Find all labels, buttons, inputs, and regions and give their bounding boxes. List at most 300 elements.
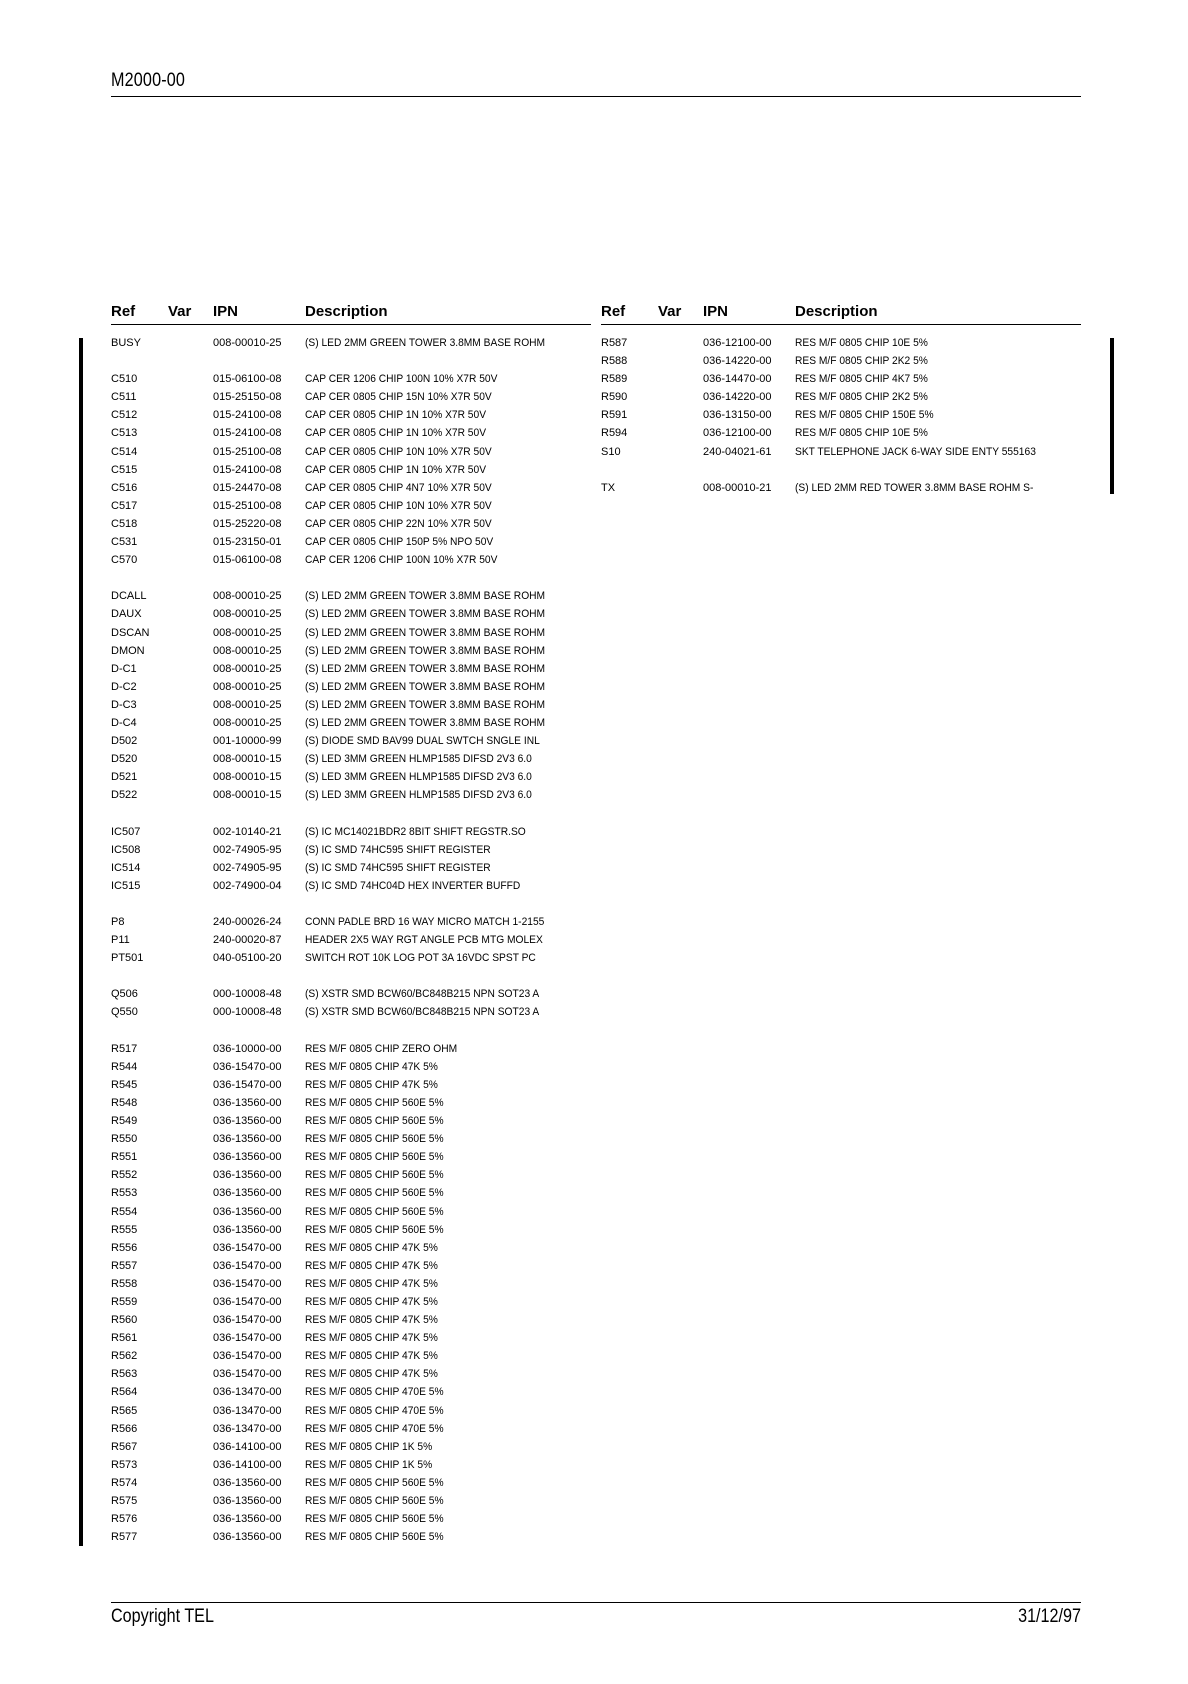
part-ipn: 015-23150-01 xyxy=(213,536,282,549)
part-description: SKT TELEPHONE JACK 6-WAY SIDE ENTY 555163 xyxy=(795,445,1036,458)
part-description: SWITCH ROT 10K LOG POT 3A 16VDC SPST PC xyxy=(305,952,536,965)
part-description: RES M/F 0805 CHIP 560E 5% xyxy=(305,1169,444,1182)
table-row xyxy=(601,352,1081,370)
part-ref: R562 xyxy=(111,1350,138,1363)
part-description: CAP CER 0805 CHIP 22N 10% X7R 50V xyxy=(305,517,492,530)
part-ipn: 036-15470-00 xyxy=(213,1314,282,1327)
part-ipn: 036-10000-00 xyxy=(213,1042,282,1055)
table-row xyxy=(111,1076,591,1094)
part-ref: C512 xyxy=(111,409,138,422)
part-ipn: 036-14470-00 xyxy=(703,373,772,386)
table-row xyxy=(111,642,591,660)
part-ipn: 000-10008-48 xyxy=(213,988,282,1001)
part-description: CAP CER 0805 CHIP 4N7 10% X7R 50V xyxy=(305,481,492,494)
part-description: RES M/F 0805 CHIP 560E 5% xyxy=(305,1531,444,1544)
part-description: (S) LED 2MM GREEN TOWER 3.8MM BASE ROHM xyxy=(305,590,546,603)
table-row xyxy=(111,823,591,841)
part-ipn: 036-13560-00 xyxy=(213,1495,282,1507)
table-row xyxy=(111,1456,591,1474)
part-ipn: 002-74905-95 xyxy=(213,861,282,874)
part-ref: D520 xyxy=(111,753,138,766)
part-ref: R567 xyxy=(111,1440,138,1453)
part-ipn: 240-00020-87 xyxy=(213,934,282,947)
header-ref: Ref xyxy=(111,303,136,320)
part-ref: R548 xyxy=(111,1096,138,1109)
part-ref: R574 xyxy=(111,1476,138,1489)
part-description: RES M/F 0805 CHIP 10E 5% xyxy=(795,337,928,349)
table-row xyxy=(111,1239,591,1257)
part-description: CAP CER 0805 CHIP 1N 10% X7R 50V xyxy=(305,409,487,422)
part-description: (S) XSTR SMD BCW60/BC848B215 NPN SOT23 A xyxy=(305,1006,540,1019)
part-ipn: 036-15470-00 xyxy=(213,1060,282,1073)
part-ref: D521 xyxy=(111,771,138,784)
table-row xyxy=(111,1528,591,1546)
table-row xyxy=(111,660,591,678)
part-ipn: 008-00010-25 xyxy=(213,662,282,675)
part-ipn: 015-24100-08 xyxy=(213,427,282,440)
part-ref: DMON xyxy=(111,644,145,657)
part-description: RES M/F 0805 CHIP 47K 5% xyxy=(305,1295,438,1308)
part-description: RES M/F 0805 CHIP 470E 5% xyxy=(305,1422,444,1435)
part-description: (S) LED 2MM GREEN TOWER 3.8MM BASE ROHM xyxy=(305,698,546,711)
table-row xyxy=(111,533,591,551)
part-ipn: 036-13560-00 xyxy=(213,1133,282,1146)
table-row xyxy=(601,443,1081,461)
part-description: CONN PADLE BRD 16 WAY MICRO MATCH 1-2155 xyxy=(305,916,545,928)
part-ref: R558 xyxy=(111,1277,138,1290)
part-description: (S) LED 2MM GREEN TOWER 3.8MM BASE ROHM xyxy=(305,608,546,621)
part-ipn: 008-00010-25 xyxy=(213,716,282,729)
row-spacer xyxy=(111,967,591,985)
part-ipn: 008-00010-15 xyxy=(213,771,282,784)
part-ref: R588 xyxy=(601,355,628,368)
part-ref: R573 xyxy=(111,1458,138,1471)
part-ipn: 036-15470-00 xyxy=(213,1368,282,1381)
part-description: (S) LED 2MM GREEN TOWER 3.8MM BASE ROHM xyxy=(305,716,546,729)
table-row xyxy=(111,587,591,605)
part-ref: R555 xyxy=(111,1223,138,1236)
part-ref: R544 xyxy=(111,1060,138,1073)
part-ref: R577 xyxy=(111,1531,138,1544)
right-rows xyxy=(601,334,1081,497)
part-ref: R590 xyxy=(601,391,628,404)
table-row xyxy=(111,1040,591,1058)
part-description: RES M/F 0805 CHIP 47K 5% xyxy=(305,1332,438,1345)
part-ref: R561 xyxy=(111,1332,138,1345)
part-ref: S10 xyxy=(601,445,621,458)
part-description: RES M/F 0805 CHIP 4K7 5% xyxy=(795,373,928,386)
copyright-text: Copyright TEL xyxy=(111,1606,214,1627)
part-description: RES M/F 0805 CHIP 560E 5% xyxy=(305,1187,444,1200)
part-description: RES M/F 0805 CHIP 10E 5% xyxy=(795,427,928,440)
part-description: RES M/F 0805 CHIP 1K 5% xyxy=(305,1458,433,1471)
table-row xyxy=(111,1492,591,1510)
part-ipn: 036-13560-00 xyxy=(213,1223,282,1236)
part-description: (S) LED 3MM GREEN HLMP1585 DIFSD 2V3 6.0 xyxy=(305,771,532,784)
table-row xyxy=(111,1275,591,1293)
part-ipn: 036-13560-00 xyxy=(213,1205,282,1218)
part-description: RES M/F 0805 CHIP 560E 5% xyxy=(305,1513,444,1526)
part-ref: C515 xyxy=(111,463,138,476)
table-row xyxy=(111,1383,591,1401)
part-ref: R545 xyxy=(111,1078,138,1091)
table-row xyxy=(111,1347,591,1365)
row-spacer xyxy=(111,352,591,370)
table-row xyxy=(111,714,591,732)
part-description: (S) LED 2MM GREEN TOWER 3.8MM BASE ROHM xyxy=(305,662,546,675)
table-row xyxy=(601,388,1081,406)
part-ipn: 000-10008-48 xyxy=(213,1006,282,1019)
part-ipn: 040-05100-20 xyxy=(213,952,282,965)
part-description: RES M/F 0805 CHIP ZERO OHM xyxy=(305,1042,458,1055)
table-row xyxy=(111,1474,591,1492)
part-ref: R594 xyxy=(601,427,628,440)
table-row xyxy=(111,841,591,859)
part-ipn: 008-00010-25 xyxy=(213,698,282,711)
row-spacer xyxy=(111,1022,591,1040)
row-spacer xyxy=(111,569,591,587)
part-ipn: 015-25220-08 xyxy=(213,517,282,530)
part-ref: IC514 xyxy=(111,861,141,874)
part-description: RES M/F 0805 CHIP 560E 5% xyxy=(305,1133,444,1146)
table-row xyxy=(111,1130,591,1148)
table-row xyxy=(111,424,591,442)
part-ref: D-C3 xyxy=(111,698,137,711)
table-row xyxy=(111,1094,591,1112)
part-ref: C531 xyxy=(111,536,138,549)
table-row xyxy=(111,768,591,786)
table-row xyxy=(111,497,591,515)
part-ref: R559 xyxy=(111,1295,138,1308)
table-row xyxy=(601,406,1081,424)
part-description: RES M/F 0805 CHIP 560E 5% xyxy=(305,1205,444,1218)
part-ipn: 036-15470-00 xyxy=(213,1332,282,1345)
part-ref: R591 xyxy=(601,409,628,422)
table-row xyxy=(111,949,591,967)
part-ref: IC508 xyxy=(111,843,141,856)
table-row xyxy=(111,1311,591,1329)
part-ipn: 036-13470-00 xyxy=(213,1422,282,1435)
part-ref: D-C4 xyxy=(111,716,137,729)
part-description: RES M/F 0805 CHIP 47K 5% xyxy=(305,1078,438,1091)
part-ref: R560 xyxy=(111,1314,138,1327)
table-row xyxy=(601,334,1081,352)
part-ref: P8 xyxy=(111,916,125,928)
part-ref: Q506 xyxy=(111,988,138,1001)
footer-date: 31/12/97 xyxy=(1018,1606,1081,1627)
part-ipn: 036-15470-00 xyxy=(213,1241,282,1254)
part-ipn: 008-00010-25 xyxy=(213,590,282,603)
column-headers xyxy=(601,302,1081,325)
part-ipn: 036-15470-00 xyxy=(213,1295,282,1308)
table-row xyxy=(111,1148,591,1166)
part-ipn: 036-13560-00 xyxy=(213,1513,282,1526)
part-ipn: 008-00010-25 xyxy=(213,337,282,349)
part-ipn: 008-00010-25 xyxy=(213,608,282,621)
table-row xyxy=(111,1329,591,1347)
part-description: (S) LED 2MM GREEN TOWER 3.8MM BASE ROHM xyxy=(305,337,546,349)
table-row xyxy=(111,1257,591,1275)
part-description: (S) LED 2MM GREEN TOWER 3.8MM BASE ROHM xyxy=(305,644,546,657)
row-spacer xyxy=(111,804,591,822)
part-description: RES M/F 0805 CHIP 47K 5% xyxy=(305,1060,438,1073)
part-description: CAP CER 0805 CHIP 150P 5% NPO 50V xyxy=(305,536,494,549)
table-row xyxy=(111,1166,591,1184)
part-ipn: 036-13560-00 xyxy=(213,1187,282,1200)
part-ref: DAUX xyxy=(111,608,142,621)
table-row xyxy=(111,443,591,461)
part-ref: R564 xyxy=(111,1386,138,1399)
part-ref: R554 xyxy=(111,1205,138,1218)
part-description: (S) IC SMD 74HC595 SHIFT REGISTER xyxy=(305,843,491,856)
part-ipn: 015-24100-08 xyxy=(213,409,282,422)
table-row xyxy=(111,1184,591,1202)
part-ipn: 002-74905-95 xyxy=(213,843,282,856)
header-ipn: IPN xyxy=(703,303,729,320)
part-ipn: 036-14100-00 xyxy=(213,1440,282,1453)
part-description: RES M/F 0805 CHIP 47K 5% xyxy=(305,1368,438,1381)
table-row xyxy=(111,678,591,696)
table-row xyxy=(111,1112,591,1130)
part-description: RES M/F 0805 CHIP 470E 5% xyxy=(305,1404,444,1417)
table-row xyxy=(111,696,591,714)
table-row xyxy=(111,1058,591,1076)
part-ref: Q550 xyxy=(111,1006,138,1019)
part-ref: D-C2 xyxy=(111,680,137,693)
part-description: (S) IC SMD 74HC595 SHIFT REGISTER xyxy=(305,861,491,874)
part-description: RES M/F 0805 CHIP 560E 5% xyxy=(305,1223,444,1236)
part-ref: R563 xyxy=(111,1368,138,1381)
table-row xyxy=(111,1365,591,1383)
part-ref: D-C1 xyxy=(111,662,137,675)
part-description: (S) IC SMD 74HC04D HEX INVERTER BUFFD xyxy=(305,879,521,892)
part-ipn: 002-10140-21 xyxy=(213,825,282,838)
part-ipn: 015-24100-08 xyxy=(213,463,282,476)
part-ref: R575 xyxy=(111,1495,138,1507)
part-ref: TX xyxy=(601,481,616,494)
part-description: RES M/F 0805 CHIP 2K2 5% xyxy=(795,355,928,368)
part-description: (S) XSTR SMD BCW60/BC848B215 NPN SOT23 A xyxy=(305,988,540,1001)
part-ipn: 036-13560-00 xyxy=(213,1096,282,1109)
part-ref: R517 xyxy=(111,1042,138,1055)
part-description: (S) LED 3MM GREEN HLMP1585 DIFSD 2V3 6.0 xyxy=(305,789,532,802)
table-row xyxy=(111,732,591,750)
part-ipn: 240-00026-24 xyxy=(213,916,282,928)
part-ipn: 015-24470-08 xyxy=(213,481,282,494)
part-ipn: 008-00010-15 xyxy=(213,753,282,766)
part-ipn: 036-13560-00 xyxy=(213,1115,282,1128)
part-ipn: 036-12100-00 xyxy=(703,337,772,349)
part-description: (S) LED 2MM GREEN TOWER 3.8MM BASE ROHM xyxy=(305,680,546,693)
part-ref: P11 xyxy=(111,934,130,947)
parts-list-left xyxy=(111,302,591,1546)
table-row xyxy=(601,370,1081,388)
parts-list-right xyxy=(601,302,1081,497)
part-description: RES M/F 0805 CHIP 47K 5% xyxy=(305,1259,438,1272)
part-ipn: 001-10000-99 xyxy=(213,735,282,748)
part-ipn: 036-14100-00 xyxy=(213,1458,282,1471)
part-ipn: 008-00010-25 xyxy=(213,626,282,639)
part-description: (S) LED 2MM RED TOWER 3.8MM BASE ROHM S- xyxy=(795,481,1034,494)
table-row xyxy=(111,913,591,931)
part-description: CAP CER 0805 CHIP 10N 10% X7R 50V xyxy=(305,445,492,458)
part-description: CAP CER 0805 CHIP 1N 10% X7R 50V xyxy=(305,463,487,476)
part-description: (S) LED 2MM GREEN TOWER 3.8MM BASE ROHM xyxy=(305,626,546,639)
part-ipn: 036-13560-00 xyxy=(213,1531,282,1544)
part-ref: C518 xyxy=(111,517,138,530)
part-ipn: 036-13560-00 xyxy=(213,1169,282,1182)
table-row xyxy=(111,1438,591,1456)
part-description: CAP CER 1206 CHIP 100N 10% X7R 50V xyxy=(305,373,498,386)
part-ref: D522 xyxy=(111,789,138,802)
part-ref: BUSY xyxy=(111,337,141,349)
part-description: RES M/F 0805 CHIP 47K 5% xyxy=(305,1277,438,1290)
part-ipn: 240-04021-61 xyxy=(703,445,772,458)
table-row xyxy=(111,786,591,804)
part-ref: R587 xyxy=(601,337,628,349)
part-ref: C570 xyxy=(111,554,138,567)
table-row xyxy=(111,1003,591,1021)
header-var: Var xyxy=(658,303,682,320)
part-ipn: 015-25150-08 xyxy=(213,391,282,404)
part-ref: DCALL xyxy=(111,590,147,603)
header-description: Description xyxy=(795,303,878,320)
part-ref: DSCAN xyxy=(111,626,150,639)
part-description: RES M/F 0805 CHIP 47K 5% xyxy=(305,1314,438,1327)
part-ref: R553 xyxy=(111,1187,138,1200)
part-ipn: 015-25100-08 xyxy=(213,499,282,512)
table-row xyxy=(111,406,591,424)
part-ipn: 036-15470-00 xyxy=(213,1350,282,1363)
part-ipn: 036-15470-00 xyxy=(213,1277,282,1290)
part-ipn: 036-15470-00 xyxy=(213,1078,282,1091)
part-ref: R549 xyxy=(111,1115,138,1128)
table-row xyxy=(601,479,1081,497)
part-ref: C517 xyxy=(111,499,138,512)
part-ref: C511 xyxy=(111,391,137,404)
part-ipn: 036-12100-00 xyxy=(703,427,772,440)
row-spacer xyxy=(601,461,1081,479)
table-row xyxy=(111,859,591,877)
part-ref: D502 xyxy=(111,735,138,748)
part-ref: R576 xyxy=(111,1513,138,1526)
part-ipn: 008-00010-15 xyxy=(213,789,282,802)
part-description: RES M/F 0805 CHIP 47K 5% xyxy=(305,1350,438,1363)
part-description: RES M/F 0805 CHIP 560E 5% xyxy=(305,1476,444,1489)
header-var: Var xyxy=(168,303,192,320)
part-description: CAP CER 0805 CHIP 1N 10% X7R 50V xyxy=(305,427,487,440)
part-ipn: 036-14220-00 xyxy=(703,355,772,368)
part-description: CAP CER 0805 CHIP 15N 10% X7R 50V xyxy=(305,391,492,404)
page-footer xyxy=(111,1602,1081,1643)
part-ref: R565 xyxy=(111,1404,138,1417)
table-row xyxy=(111,1510,591,1528)
table-row xyxy=(111,1402,591,1420)
part-description: (S) IC MC14021BDR2 8BIT SHIFT REGSTR.SO xyxy=(305,825,526,838)
part-ref: R556 xyxy=(111,1241,138,1254)
right-change-bar xyxy=(1110,338,1114,494)
part-ipn: 002-74900-04 xyxy=(213,879,282,892)
part-ipn: 036-13560-00 xyxy=(213,1151,282,1164)
part-ipn: 015-06100-08 xyxy=(213,373,282,386)
table-row xyxy=(111,1203,591,1221)
left-change-bar xyxy=(79,338,83,1546)
part-ipn: 015-25100-08 xyxy=(213,445,282,458)
header-ref: Ref xyxy=(601,303,626,320)
part-ipn: 036-13150-00 xyxy=(703,409,772,422)
part-ref: C514 xyxy=(111,445,138,458)
part-ipn: 036-13470-00 xyxy=(213,1404,282,1417)
part-description: RES M/F 0805 CHIP 470E 5% xyxy=(305,1386,444,1399)
header-description: Description xyxy=(305,303,388,320)
part-description: RES M/F 0805 CHIP 2K2 5% xyxy=(795,391,928,404)
part-ipn: 008-00010-25 xyxy=(213,680,282,693)
part-ref: C510 xyxy=(111,373,138,386)
table-row xyxy=(111,877,591,895)
part-description: CAP CER 1206 CHIP 100N 10% X7R 50V xyxy=(305,554,498,567)
part-ipn: 036-13470-00 xyxy=(213,1386,282,1399)
part-ref: R566 xyxy=(111,1422,138,1435)
part-description: (S) LED 3MM GREEN HLMP1585 DIFSD 2V3 6.0 xyxy=(305,753,532,766)
part-ref: C513 xyxy=(111,427,138,440)
table-row xyxy=(111,1420,591,1438)
part-ref: R551 xyxy=(111,1151,138,1164)
part-ipn: 036-14220-00 xyxy=(703,391,772,404)
part-description: RES M/F 0805 CHIP 560E 5% xyxy=(305,1151,444,1164)
table-row xyxy=(111,931,591,949)
part-ipn: 015-06100-08 xyxy=(213,554,282,567)
header-ipn: IPN xyxy=(213,303,239,320)
part-ref: C516 xyxy=(111,481,138,494)
part-description: RES M/F 0805 CHIP 150E 5% xyxy=(795,409,934,422)
left-rows xyxy=(111,334,591,1546)
table-row xyxy=(111,334,591,352)
part-ref: R589 xyxy=(601,373,628,386)
table-row xyxy=(111,479,591,497)
part-description: RES M/F 0805 CHIP 47K 5% xyxy=(305,1241,438,1254)
part-description: HEADER 2X5 WAY RGT ANGLE PCB MTG MOLEX xyxy=(305,934,543,947)
part-ref: IC515 xyxy=(111,879,141,892)
part-description: RES M/F 0805 CHIP 560E 5% xyxy=(305,1115,444,1128)
table-row xyxy=(111,370,591,388)
table-row xyxy=(111,551,591,569)
table-row xyxy=(111,1221,591,1239)
column-headers xyxy=(111,302,591,325)
part-description: RES M/F 0805 CHIP 560E 5% xyxy=(305,1096,444,1109)
part-description: (S) DIODE SMD BAV99 DUAL SWTCH SNGLE INL xyxy=(305,735,540,748)
document-title: M2000-00 xyxy=(111,70,186,91)
part-ipn: 008-00010-21 xyxy=(703,481,772,494)
page-header xyxy=(111,66,1081,97)
part-ref: IC507 xyxy=(111,825,141,838)
table-row xyxy=(111,985,591,1003)
table-row xyxy=(111,388,591,406)
table-row xyxy=(111,624,591,642)
part-description: RES M/F 0805 CHIP 560E 5% xyxy=(305,1495,444,1507)
part-ref: R557 xyxy=(111,1259,138,1272)
part-ipn: 036-13560-00 xyxy=(213,1476,282,1489)
part-ref: R550 xyxy=(111,1133,138,1146)
part-ipn: 008-00010-25 xyxy=(213,644,282,657)
table-row xyxy=(111,515,591,533)
row-spacer xyxy=(111,895,591,913)
table-row xyxy=(111,1293,591,1311)
part-ipn: 036-15470-00 xyxy=(213,1259,282,1272)
table-row xyxy=(111,750,591,768)
part-description: RES M/F 0805 CHIP 1K 5% xyxy=(305,1440,433,1453)
table-row xyxy=(601,424,1081,442)
table-row xyxy=(111,461,591,479)
